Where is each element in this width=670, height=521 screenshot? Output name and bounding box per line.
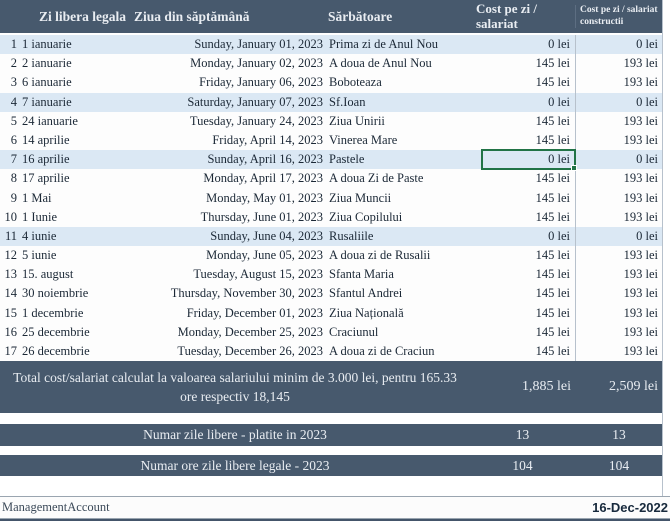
spacer [0, 413, 662, 424]
cell-cost[interactable]: 145 lei [535, 56, 570, 71]
table-row[interactable] [0, 323, 662, 342]
table-row[interactable] [0, 208, 662, 227]
cell-cost[interactable]: 145 lei [535, 344, 570, 358]
cell-cost[interactable]: 145 lei [535, 209, 570, 224]
cell-holiday[interactable]: Boboteaza [329, 75, 382, 90]
cell-cost-constructii[interactable]: 193 lei [575, 265, 663, 284]
cell-weekday[interactable]: Friday, April 14, 2023 [212, 132, 323, 147]
selected-cell-outline [482, 150, 575, 169]
table-row[interactable] [0, 169, 662, 188]
table-row[interactable] [0, 150, 662, 169]
header-sarbatoare: Sărbătoare [328, 8, 393, 24]
summary-days-row [0, 424, 662, 446]
row-index: 3 [10, 75, 17, 90]
cell-cost[interactable]: 145 lei [535, 248, 570, 263]
row-index: 10 [4, 209, 17, 224]
table-row[interactable] [0, 284, 662, 303]
cell-holiday[interactable]: Ziua Unirii [329, 113, 385, 128]
table-row[interactable] [0, 73, 662, 92]
cell-weekday[interactable]: Monday, May 01, 2023 [206, 190, 323, 205]
cell-holiday[interactable]: Pastele [329, 152, 365, 167]
table-row[interactable] [0, 93, 662, 112]
cell-weekday[interactable]: Monday, April 17, 2023 [203, 171, 323, 186]
spacer [0, 446, 662, 455]
row-index: 12 [4, 248, 17, 263]
cell-legal-day[interactable]: 1 ianuarie [22, 37, 72, 51]
summary-days-label: Numar zile libere - platite in 2023 [143, 427, 327, 443]
table-row[interactable] [0, 265, 662, 284]
cell-cost[interactable]: 0 lei [548, 228, 570, 243]
table-header-row [0, 0, 662, 35]
cell-legal-day[interactable]: 24 ianuarie [22, 113, 78, 128]
cell-cost-constructii[interactable]: 193 lei [575, 54, 663, 73]
row-index: 8 [10, 171, 17, 186]
cell-cost[interactable]: 145 lei [535, 267, 570, 282]
cell-weekday[interactable]: Tuesday, January 24, 2023 [189, 113, 323, 128]
cell-holiday[interactable]: Ziua Națională [329, 305, 404, 320]
row-index: 1 [10, 37, 17, 51]
cell-holiday[interactable]: Sfantul Andrei [329, 286, 403, 301]
cell-cost-constructii[interactable]: 193 lei [575, 169, 663, 188]
cell-legal-day[interactable]: 26 decembrie [22, 344, 90, 358]
cell-legal-day[interactable]: 14 aprilie [22, 132, 70, 147]
cell-weekday[interactable]: Saturday, January 07, 2023 [187, 94, 323, 109]
cell-cost-constructii[interactable]: 193 lei [575, 131, 663, 150]
cell-weekday[interactable]: Thursday, November 30, 2023 [170, 286, 323, 301]
header-cost-pe-zi-salariat-constructii: Cost pe zi / salariat constructii [575, 5, 663, 28]
cell-cost[interactable]: 145 lei [535, 286, 570, 301]
cell-legal-day[interactable]: 6 ianuarie [22, 75, 72, 90]
header-ziua-din-saptamana: Ziua din săptămână [134, 8, 250, 24]
cell-weekday[interactable]: Friday, December 01, 2023 [186, 305, 323, 320]
header-cost-pe-zi-salariat: Cost pe zi / salariat [476, 1, 538, 31]
table-row[interactable] [0, 131, 662, 150]
cell-weekday[interactable]: Monday, December 25, 2023 [177, 324, 323, 339]
cell-holiday[interactable]: Ziua Copilului [329, 209, 403, 224]
row-index: 13 [4, 267, 17, 282]
cell-legal-day[interactable]: 2 ianuarie [22, 56, 72, 71]
row-index: 7 [10, 152, 17, 167]
cell-legal-day[interactable]: 16 aprilie [22, 152, 70, 167]
cell-weekday[interactable]: Monday, January 02, 2023 [190, 56, 323, 71]
cell-legal-day[interactable]: 30 noiembrie [22, 286, 89, 301]
summary-hours-value-constructii[interactable]: 104 [608, 457, 630, 473]
total-cost[interactable]: 1,885 lei [522, 379, 571, 395]
cell-cost-constructii[interactable]: 193 lei [575, 189, 663, 208]
cell-cost[interactable]: 145 lei [535, 113, 570, 128]
cell-cost[interactable]: 145 lei [535, 132, 570, 147]
cell-legal-day[interactable]: 1 Iunie [22, 209, 58, 224]
row-index: 14 [4, 286, 17, 301]
cell-cost[interactable]: 145 lei [535, 190, 570, 205]
row-index: 5 [10, 113, 17, 128]
cell-holiday[interactable]: Sf.Ioan [329, 94, 366, 109]
cell-cost[interactable]: 145 lei [535, 305, 570, 320]
summary-days-value-constructii[interactable]: 13 [612, 427, 626, 443]
cell-legal-day[interactable]: 7 ianuarie [22, 94, 72, 109]
cell-weekday[interactable]: Tuesday, August 15, 2023 [193, 267, 323, 282]
cell-cost-constructii[interactable]: 193 lei [575, 73, 663, 92]
row-index: 11 [4, 228, 17, 243]
row-index: 17 [4, 344, 17, 358]
cell-cost-constructii[interactable]: 193 lei [575, 342, 663, 361]
cell-weekday[interactable]: Thursday, June 01, 2023 [200, 209, 323, 224]
total-label: Total cost/salariat calculat la valoarea salariului minim de 3.000 lei, pentru 165.33 ore respectiv 18,145 [13, 369, 457, 405]
summary-hours-row [0, 455, 662, 476]
cell-cost[interactable]: 145 lei [535, 75, 570, 90]
table-body [0, 35, 662, 361]
cell-legal-day[interactable]: 15. august [22, 267, 74, 282]
total-cost-constructii[interactable]: 2,509 lei [609, 379, 658, 395]
cell-holiday[interactable]: A doua de Anul Nou [329, 56, 432, 71]
cell-cost[interactable]: 145 lei [535, 324, 570, 339]
cell-holiday[interactable]: A doua zi de Craciun [329, 344, 435, 358]
table-row[interactable] [0, 342, 662, 361]
cell-weekday[interactable]: Friday, January 06, 2023 [199, 75, 323, 90]
cell-cost-constructii[interactable]: 0 lei [575, 93, 663, 112]
cell-cost-constructii[interactable]: 0 lei [575, 35, 663, 54]
cell-cost-selected[interactable]: 0 lei [470, 150, 575, 169]
footer-date: 16-Dec-2022 [592, 500, 668, 516]
cell-holiday[interactable]: Prima zi de Anul Nou [329, 37, 439, 51]
cell-holiday[interactable]: Rusaliile [329, 228, 374, 243]
cell-cost[interactable]: 0 lei [548, 37, 570, 51]
summary-hours-label: Numar ore zile libere legale - 2023 [140, 457, 330, 473]
cell-weekday[interactable]: Sunday, June 04, 2023 [210, 228, 323, 243]
cell-legal-day[interactable]: 1 decembrie [22, 305, 84, 320]
cell-cost-constructii[interactable]: 193 lei [575, 208, 663, 227]
cell-weekday[interactable]: Sunday, January 01, 2023 [194, 37, 323, 51]
row-index: 2 [10, 56, 17, 71]
table-row[interactable] [0, 246, 662, 265]
table-row[interactable] [0, 112, 662, 131]
cell-cost-constructii[interactable]: 193 lei [575, 112, 663, 131]
cell-weekday[interactable]: Monday, June 05, 2023 [206, 248, 323, 263]
row-index: 16 [4, 324, 17, 339]
cell-cost-constructii[interactable]: 193 lei [575, 323, 663, 342]
cell-legal-day[interactable]: 25 decembrie [22, 324, 90, 339]
cell-weekday[interactable]: Sunday, April 16, 2023 [207, 152, 323, 167]
cell-legal-day[interactable]: 17 aprilie [22, 171, 70, 186]
row-index: 15 [4, 305, 17, 320]
table-row[interactable] [0, 304, 662, 323]
row-index: 4 [10, 94, 17, 109]
cell-cost[interactable]: 0 lei [548, 94, 570, 109]
cell-cost-constructii[interactable]: 0 lei [575, 150, 663, 169]
cell-holiday[interactable]: A doua zi de Rusalii [329, 248, 431, 263]
table-row[interactable] [0, 227, 662, 246]
header-zi-libera-legala: Zi libera legala [39, 8, 126, 24]
cell-cost-constructii[interactable]: 0 lei [575, 227, 663, 246]
total-row [0, 361, 662, 413]
cell-weekday[interactable]: Tuesday, December 26, 2023 [177, 344, 323, 358]
cell-holiday[interactable]: Sfanta Maria [329, 267, 394, 282]
summary-hours-value[interactable]: 104 [512, 457, 533, 473]
cell-cost[interactable]: 145 lei [535, 171, 570, 186]
summary-days-value[interactable]: 13 [515, 427, 530, 443]
table-row[interactable] [0, 189, 662, 208]
cell-holiday[interactable]: Ziua Muncii [329, 190, 392, 205]
footer-author: ManagementAccount [2, 500, 110, 515]
table-row[interactable] [0, 54, 662, 73]
row-index: 9 [10, 190, 17, 205]
cell-legal-day[interactable]: 4 iunie [22, 228, 57, 243]
cell-holiday[interactable]: A doua Zi de Paste [329, 171, 424, 186]
cell-holiday[interactable]: Vinerea Mare [329, 132, 398, 147]
cell-legal-day[interactable]: 5 iunie [22, 248, 57, 263]
cell-legal-day[interactable]: 1 Mai [22, 190, 52, 205]
row-index: 6 [10, 132, 17, 147]
cell-cost-constructii[interactable]: 193 lei [575, 246, 663, 265]
cell-cost-constructii[interactable]: 193 lei [575, 304, 663, 323]
cell-cost-constructii[interactable]: 193 lei [575, 284, 663, 303]
sheet-footer [0, 496, 670, 518]
cell-holiday[interactable]: Craciunul [329, 324, 379, 339]
table-row[interactable] [0, 35, 662, 54]
spacer [0, 476, 662, 496]
